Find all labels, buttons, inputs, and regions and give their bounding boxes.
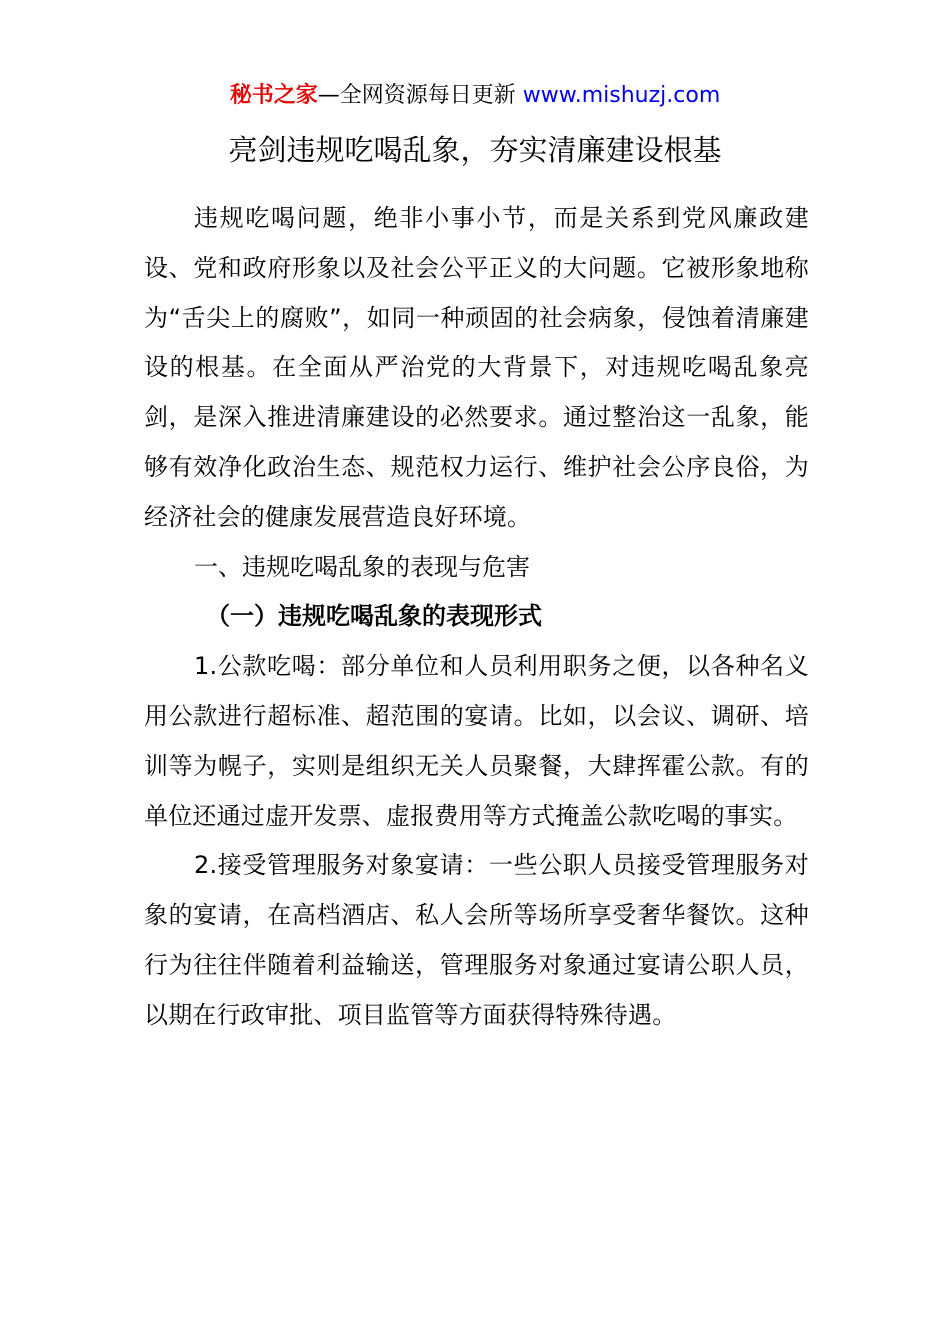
document-body: [144, 194, 809, 1041]
intro-paragraph: 违规吃喝问题，绝非小事小节，而是关系到党风廉政建设、党和政府形象以及社会公平正义的大问题。它被形象地称为“舌尖上的腐败”，如同一种顽固的社会病象，侵蚀着清廉建设的根基。在全面从严治党的大背景下，对违规吃喝乱象亮剑，是深入推进清廉建设的必然要求。通过整治这一乱象，能够有效净化政治生态、规范权力运行、维护社会公序良俗，为经济社会的健康发展营造良好环境。: [144, 204, 809, 531]
document-title: 亮剑违规吃喝乱象，夯实清廉建设根基: [228, 133, 722, 167]
brand-name: 秘书之家: [229, 83, 318, 108]
point-1-paragraph: 1.公款吃喝：部分单位和人员利用职务之便，以各种名义用公款进行超标准、超范围的宴请。比如，以会议、调研、培训等为幌子，实则是组织无关人员聚餐，大肆挥霍公款。有的单位还通过虚开发票、虚报费用等方式掩盖公款吃喝的事实。: [144, 652, 809, 830]
point-2-paragraph: 2.接受管理服务对象宴请：一些公职人员接受管理服务对象的宴请，在高档酒店、私人会所等场所享受奢华餐饮。这种行为往往伴随着利益输送，管理服务对象通过宴请公职人员，以期在行政审批、项目监管等方面获得特殊待遇。: [144, 851, 809, 1029]
subsection-heading: （一）违规吃喝乱象的表现形式: [206, 602, 542, 631]
section-heading: 一、违规吃喝乱象的表现与危害: [194, 552, 530, 581]
site-header: [0, 80, 950, 112]
site-link[interactable]: www.mishuzj.com: [522, 83, 721, 108]
site-tagline: —全网资源每日更新: [317, 83, 523, 108]
